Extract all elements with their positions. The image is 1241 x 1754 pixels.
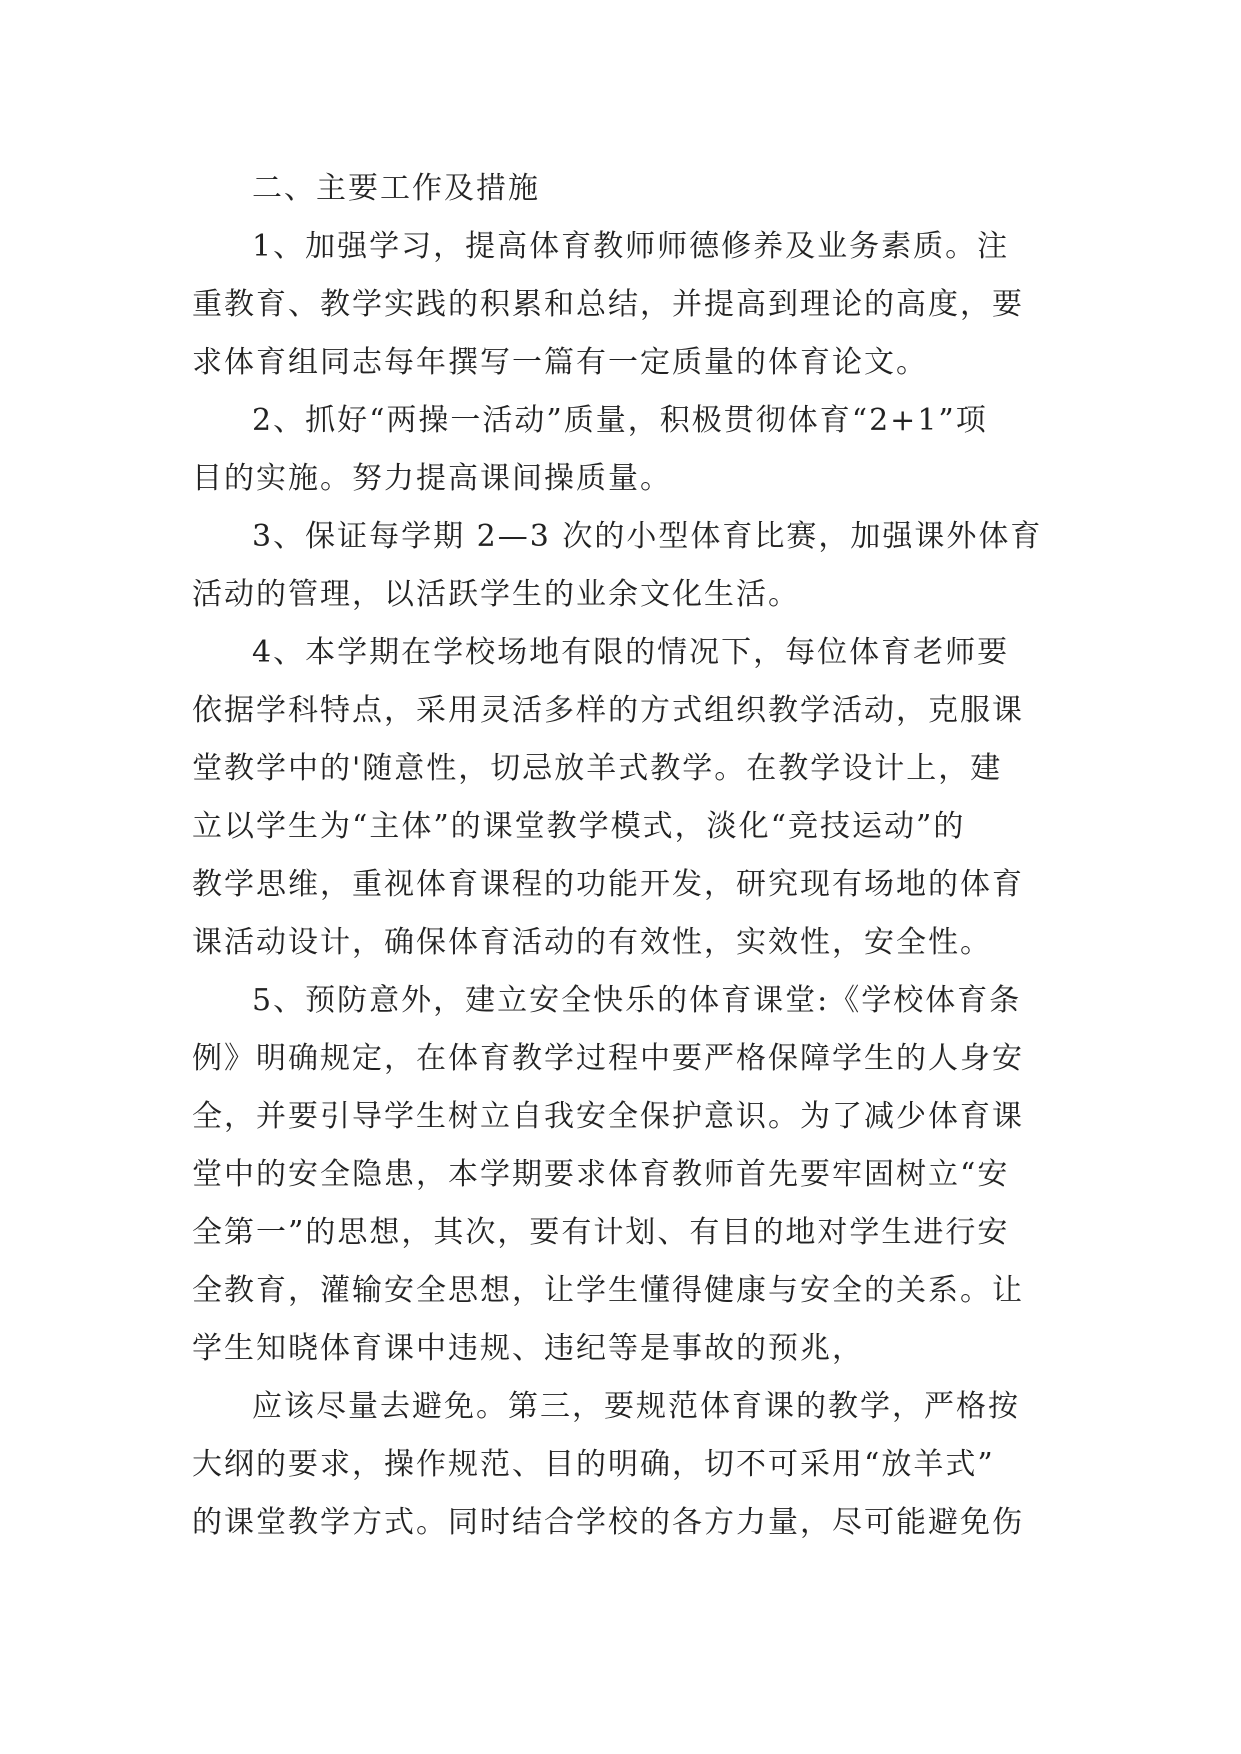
text-line: 5、预防意外，建立安全快乐的体育课堂:《学校体育条 [252,983,1022,1018]
document-body [192,160,1052,1552]
text-line: 学生知晓体育课中违规、违纪等是事故的预兆， [192,1331,864,1366]
text-line: 堂教学中的'随意性，切忌放羊式教学。在教学设计上，建 [192,751,1003,786]
text-line: 重教育、教学实践的积累和总结，并提高到理论的高度，要 [192,287,1024,322]
text-line: 全第一”的思想，其次，要有计划、有目的地对学生进行安 [192,1215,1010,1250]
text-line: 2、抓好“两操一活动”质量，积极贯彻体育“2+1”项 [252,403,988,438]
text-line: 教学思维，重视体育课程的功能开发，研究现有场地的体育 [192,867,1024,902]
section-heading: 二、主要工作及措施 [252,171,540,206]
text-line: 大纲的要求，操作规范、目的明确，切不可采用“放羊式” [192,1447,995,1482]
text-line: 立以学生为“主体”的课堂教学模式，淡化“竞技运动”的 [192,809,966,844]
text-line: 1、加强学习，提高体育教师师德修养及业务素质。注 [252,229,1010,264]
text-line: 目的实施。努力提高课间操质量。 [192,461,672,496]
text-line: 4、本学期在学校场地有限的情况下，每位体育老师要 [252,635,1010,670]
text-line: 例》明确规定，在体育教学过程中要严格保障学生的人身安 [192,1041,1024,1076]
text-line: 求体育组同志每年撰写一篇有一定质量的体育论文。 [192,345,928,380]
text-line: 全，并要引导学生树立自我安全保护意识。为了减少体育课 [192,1099,1024,1134]
text-line: 堂中的安全隐患，本学期要求体育教师首先要牢固树立“安 [192,1157,1010,1192]
text-line: 的课堂教学方式。同时结合学校的各方力量，尽可能避免伤 [192,1505,1024,1540]
text-line: 课活动设计，确保体育活动的有效性，实效性，安全性。 [192,925,992,960]
text-line: 活动的管理，以活跃学生的业余文化生活。 [192,577,800,612]
text-line: 应该尽量去避免。第三，要规范体育课的教学，严格按 [252,1389,1020,1424]
text-line: 依据学科特点，采用灵活多样的方式组织教学活动，克服课 [192,693,1024,728]
text-line: 3、保证每学期 2—3 次的小型体育比赛，加强课外体育 [252,519,1043,554]
text-line: 全教育，灌输安全思想，让学生懂得健康与安全的关系。让 [192,1273,1024,1308]
